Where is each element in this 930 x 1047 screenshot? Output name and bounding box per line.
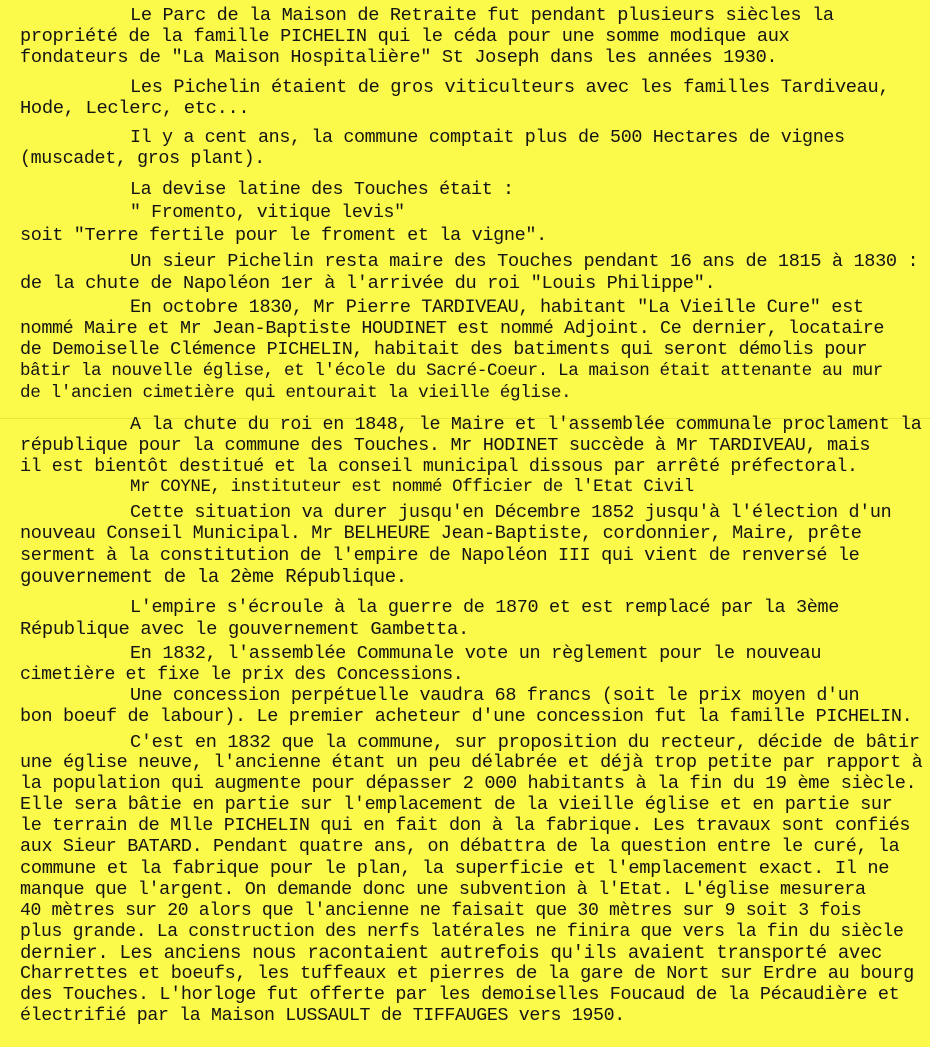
text-line: Cette situation va durer jusqu'en Décembre 1852 jusqu'à l'élection d'un bbox=[130, 502, 892, 523]
text-line: bon boeuf de labour). Le premier acheteur d'une concession fut la famille PICHELIN. bbox=[20, 706, 913, 727]
text-line: Mr COYNE, instituteur est nommé Officier de l'Etat Civil bbox=[130, 478, 694, 497]
text-line: propriété de la famille PICHELIN qui le céda pour une somme modique aux bbox=[20, 25, 790, 47]
text-line: nommé Maire et Mr Jean-Baptiste HOUDINET est nommé Adjoint. Ce dernier, locataire bbox=[20, 318, 885, 339]
text-line: En octobre 1830, Mr Pierre TARDIVEAU, habitant "La Vieille Cure" est bbox=[130, 297, 864, 318]
text-line: aux Sieur BATARD. Pendant quatre ans, on débattra de la question entre le curé, la bbox=[20, 836, 900, 857]
text-line: Une concession perpétuelle vaudra 68 francs (soit le prix moyen d'un bbox=[130, 685, 860, 706]
text-line: de la chute de Napoléon 1er à l'arrivée du roi "Louis Philippe". bbox=[20, 272, 716, 294]
text-line: plus grande. La construction des nerfs latérales ne finira que vers la fin du siècle bbox=[20, 922, 904, 942]
text-line: commune et la fabrique pour le plan, la superficie et l'emplacement exact. Il ne bbox=[20, 857, 890, 879]
text-line: soit "Terre fertile pour le froment et la vigne". bbox=[20, 225, 547, 246]
text-line: dernier. Les anciens nous racontaient autrefois qu'ils avaient transporté avec bbox=[20, 942, 883, 964]
text-line: république pour la commune des Touches. Mr HODINET succède à Mr TARDIVEAU, mais bbox=[20, 435, 871, 456]
text-line: serment à la constitution de l'empire de Napoléon III qui vient de renversé le bbox=[20, 545, 860, 566]
text-line: (muscadet, gros plant). bbox=[20, 148, 265, 169]
text-line: Elle sera bâtie en partie sur l'emplacement de la vieille église et en partie sur bbox=[20, 794, 893, 815]
text-line: de Demoiselle Clémence PICHELIN, habitait des batiments qui seront démolis pour bbox=[20, 339, 868, 360]
text-line: La devise latine des Touches était : bbox=[130, 179, 514, 200]
text-line: fondateurs de "La Maison Hospitalière" St Joseph dans les années 1930. bbox=[20, 46, 778, 68]
text-line: Les Pichelin étaient de gros viticulteurs avec les familles Tardiveau, bbox=[130, 76, 890, 98]
text-line: " Fromento, vitique levis" bbox=[130, 203, 405, 223]
text-line: 40 mètres sur 20 alors que l'ancienne ne faisait que 30 mètres sur 9 soit 3 fois bbox=[20, 901, 862, 921]
text-line: nouveau Conseil Municipal. Mr BELHEURE Jean-Baptiste, cordonnier, Maire, prête bbox=[20, 523, 862, 544]
text-line: la population qui augmente pour dépasser 2 000 habitants à la fin du 19 ème siècle. bbox=[20, 773, 917, 794]
text-line: En 1832, l'assemblée Communale vote un règlement pour le nouveau bbox=[130, 643, 822, 664]
text-line: une église neuve, l'ancienne étant un peu délabrée et déjà trop petite par rapport à bbox=[20, 752, 923, 773]
text-line: manque que l'argent. On demande donc une subvention à l'Etat. L'église mesurera bbox=[20, 879, 866, 900]
text-line: de l'ancien cimetière qui entourait la vieille église. bbox=[20, 383, 572, 403]
text-line: République avec le gouvernement Gambetta. bbox=[20, 618, 469, 640]
text-line: A la chute du roi en 1848, le Maire et l'assemblée communale proclament la bbox=[130, 414, 922, 435]
text-line: Charrettes et boeufs, les tuffeaux et pierres de la gare de Nort sur Erdre au bourg bbox=[20, 963, 914, 984]
text-line: il est bientôt destitué et la conseil municipal dissous par arrêté préfectoral. bbox=[20, 457, 858, 477]
text-line: L'empire s'écroule à la guerre de 1870 et est remplacé par la 3ème bbox=[130, 597, 840, 618]
text-line: C'est en 1832 que la commune, sur proposition du recteur, décide de bâtir bbox=[130, 731, 920, 753]
text-line: Un sieur Pichelin resta maire des Touches pendant 16 ans de 1815 à 1830 : bbox=[130, 251, 919, 272]
text-line: bâtir la nouvelle église, et l'école du Sacré-Coeur. La maison était attenante au mur bbox=[20, 361, 883, 381]
text-line: électrifié par la Maison LUSSAULT de TIFFAUGES vers 1950. bbox=[20, 1006, 625, 1026]
text-line: le terrain de Mlle PICHELIN qui en fait don à la fabrique. Les travaux sont confiés bbox=[20, 815, 911, 836]
text-line: gouvernement de la 2ème République. bbox=[20, 566, 407, 588]
text-line: Il y a cent ans, la commune comptait plus de 500 Hectares de vignes bbox=[130, 127, 845, 148]
text-line: Le Parc de la Maison de Retraite fut pendant plusieurs siècles la bbox=[130, 4, 834, 26]
text-line: cimetière et fixe le prix des Concessions. bbox=[20, 665, 464, 685]
text-line: des Touches. L'horloge fut offerte par les demoiselles Foucaud de la Pécaudière et bbox=[20, 984, 900, 1005]
text-line: Hode, Leclerc, etc... bbox=[20, 97, 250, 119]
